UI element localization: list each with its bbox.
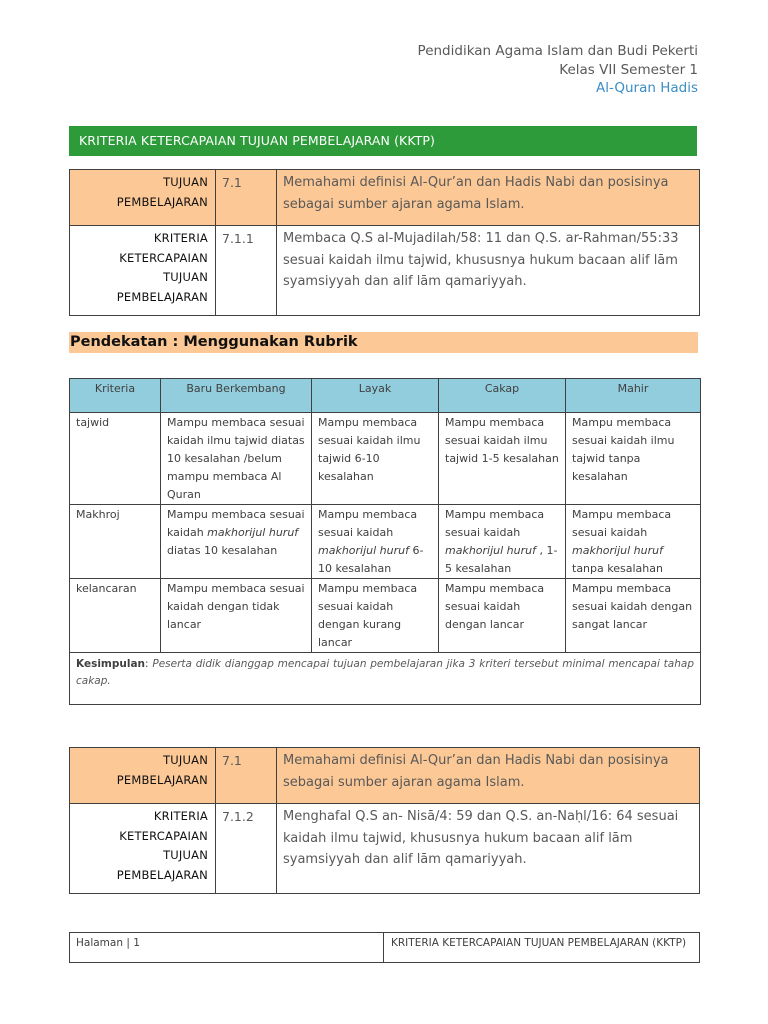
objective-table-1 (69, 169, 700, 316)
objective-code: 7.1 (216, 170, 277, 226)
criteria-label: KRITERIA KETERCAPAIAN TUJUAN PEMBELAJARAN (70, 804, 216, 894)
rubric-table (69, 378, 701, 705)
rubric-conclusion-row (70, 653, 701, 705)
rubric-criterion: kelancaran (70, 579, 161, 653)
rubric-conclusion: Kesimpulan: Peserta didik dianggap mencapai tujuan pembelajaran jika 3 kriteri tersebut minimal mencapai tahap cakap. (70, 653, 701, 705)
rubric-criterion: Makhroj (70, 505, 161, 579)
header-course: Pendidikan Agama Islam dan Budi Pekerti (417, 43, 698, 59)
objective-text: Memahami definisi Al-Qur’an dan Hadis Nabi dan posisinya sebagai sumber ajaran agama Islam. (277, 748, 700, 804)
rubric-header-row (70, 379, 701, 413)
header-class: Kelas VII Semester 1 (559, 61, 698, 78)
objective-text: Memahami definisi Al-Qur’an dan Hadis Nabi dan posisinya sebagai sumber ajaran agama Islam. (277, 170, 700, 226)
criteria-text: Membaca Q.S al-Mujadilah/58: 11 dan Q.S. ar-Rahman/55:33 sesuai kaidah ilmu tajwid, khususnya hukum bacaan alif lām syamsiyyah dan alif lām qamariyyah. (277, 226, 700, 316)
objective-table-2 (69, 747, 700, 894)
rubric-cell: Mampu membaca sesuai kaidah ilmu tajwid diatas 10 kesalahan /belum mampu membaca Al Quran (161, 413, 312, 505)
objective-row (70, 748, 700, 804)
criteria-code: 7.1.1 (216, 226, 277, 316)
conclusion-label: Kesimpulan (76, 658, 146, 670)
rubric-cell: Mampu membaca sesuai kaidah makhorijul huruf 6-10 kesalahan (312, 505, 439, 579)
rubric-cell: Mampu membaca sesuai kaidah makhorijul huruf , 1-5 kesalahan (439, 505, 566, 579)
footer-title: KRITERIA KETERCAPAIAN TUJUAN PEMBELAJARAN (KKTP) (391, 937, 687, 949)
rubric-header-baru: Baru Berkembang (161, 379, 312, 413)
approach-heading: Pendekatan : Menggunakan Rubrik (69, 332, 698, 353)
objective-row (70, 170, 700, 226)
rubric-cell: Mampu membaca sesuai kaidah dengan kurang lancar (312, 579, 439, 653)
rubric-cell: Mampu membaca sesuai kaidah dengan lancar (439, 579, 566, 653)
rubric-cell: Mampu membaca sesuai kaidah ilmu tajwid 6-10 kesalahan (312, 413, 439, 505)
rubric-cell: Mampu membaca sesuai kaidah ilmu tajwid tanpa kesalahan (566, 413, 701, 505)
objective-code: 7.1 (216, 748, 277, 804)
rubric-criterion: tajwid (70, 413, 161, 505)
rubric-header-cakap: Cakap (439, 379, 566, 413)
rubric-cell: Mampu membaca sesuai kaidah makhorijul huruf tanpa kesalahan (566, 505, 701, 579)
criteria-code: 7.1.2 (216, 804, 277, 894)
kktp-title-banner: KRITERIA KETERCAPAIAN TUJUAN PEMBELAJARAN (KKTP) (69, 126, 697, 156)
rubric-header-layak: Layak (312, 379, 439, 413)
conclusion-text: Peserta didik dianggap mencapai tujuan pembelajaran jika 3 kriteri tersebut minimal mencapai tahap cakap. (76, 658, 694, 687)
criteria-row (70, 226, 700, 316)
rubric-cell: Mampu membaca sesuai kaidah dengan sangat lancar (566, 579, 701, 653)
document-header (418, 42, 698, 98)
criteria-label: KRITERIA KETERCAPAIAN TUJUAN PEMBELAJARAN (70, 226, 216, 316)
rubric-row-makhroj (70, 505, 701, 579)
criteria-row (70, 804, 700, 894)
rubric-cell: Mampu membaca sesuai kaidah makhorijul huruf diatas 10 kesalahan (161, 505, 312, 579)
criteria-text: Menghafal Q.S an- Nisā/4: 59 dan Q.S. an-Naḥl/16: 64 sesuai kaidah ilmu tajwid, khususnya hukum bacaan alif lām syamsiyyah dan alif lām qamariyyah. (277, 804, 700, 894)
rubric-header-mahir: Mahir (566, 379, 701, 413)
objective-label: TUJUAN PEMBELAJARAN (70, 748, 216, 804)
rubric-header-criteria: Kriteria (70, 379, 161, 413)
page-footer (69, 932, 700, 963)
rubric-row-tajwid (70, 413, 701, 505)
footer-page-number: Halaman | 1 (70, 933, 384, 962)
rubric-cell: Mampu membaca sesuai kaidah ilmu tajwid 1-5 kesalahan (439, 413, 566, 505)
header-subject: Al-Quran Hadis (596, 80, 698, 96)
rubric-row-kelancaran (70, 579, 701, 653)
rubric-cell: Mampu membaca sesuai kaidah dengan tidak lancar (161, 579, 312, 653)
objective-label: TUJUAN PEMBELAJARAN (70, 170, 216, 226)
